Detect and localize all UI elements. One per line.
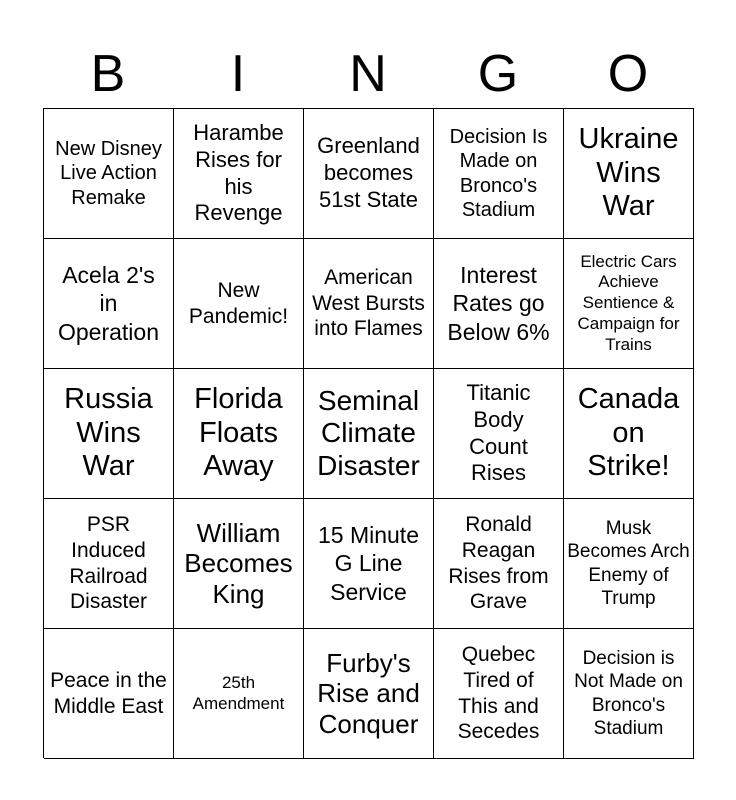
bingo-cell[interactable]: American West Bursts into Flames bbox=[304, 239, 434, 369]
bingo-cell[interactable]: Ronald Reagan Rises from Grave bbox=[434, 499, 564, 629]
bingo-cell[interactable]: Titanic Body Count Rises bbox=[434, 369, 564, 499]
bingo-cell[interactable]: Musk Becomes Arch Enemy of Trump bbox=[564, 499, 694, 629]
bingo-cell[interactable]: Furby's Rise and Conquer bbox=[304, 629, 434, 759]
bingo-header bbox=[43, 40, 693, 108]
bingo-cell[interactable]: Decision is Not Made on Bronco's Stadium bbox=[564, 629, 694, 759]
header-letter-o: O bbox=[607, 45, 649, 103]
bingo-cell[interactable]: Harambe Rises for his Revenge bbox=[174, 109, 304, 239]
bingo-cell[interactable]: Electric Cars Achieve Sentience & Campaign for Trains bbox=[564, 239, 694, 369]
bingo-cell[interactable]: Florida Floats Away bbox=[174, 369, 304, 499]
bingo-cell[interactable]: Russia Wins War bbox=[44, 369, 174, 499]
bingo-cell[interactable]: Canada on Strike! bbox=[564, 369, 694, 499]
bingo-board bbox=[43, 108, 694, 758]
bingo-cell[interactable]: New Disney Live Action Remake bbox=[44, 109, 174, 239]
bingo-cell[interactable]: Decision Is Made on Bronco's Stadium bbox=[434, 109, 564, 239]
bingo-cell[interactable]: Interest Rates go Below 6% bbox=[434, 239, 564, 369]
bingo-cell[interactable]: Greenland becomes 51st State bbox=[304, 109, 434, 239]
bingo-cell[interactable]: Quebec Tired of This and Secedes bbox=[434, 629, 564, 759]
bingo-cell[interactable]: New Pandemic! bbox=[174, 239, 304, 369]
bingo-cell[interactable]: Ukraine Wins War bbox=[564, 109, 694, 239]
bingo-cell[interactable]: 25th Amendment bbox=[174, 629, 304, 759]
bingo-cell[interactable]: 15 Minute G Line Service bbox=[304, 499, 434, 629]
header-letter-b: B bbox=[90, 45, 126, 103]
bingo-cell[interactable]: PSR Induced Railroad Disaster bbox=[44, 499, 174, 629]
header-letter-n: N bbox=[349, 45, 387, 103]
header-letter-g: G bbox=[477, 45, 519, 103]
bingo-cell[interactable]: Peace in the Middle East bbox=[44, 629, 174, 759]
bingo-cell[interactable]: William Becomes King bbox=[174, 499, 304, 629]
bingo-cell[interactable]: Seminal Climate Disaster bbox=[304, 369, 434, 499]
header-letter-i: I bbox=[230, 45, 246, 103]
bingo-cell[interactable]: Acela 2's in Operation bbox=[44, 239, 174, 369]
